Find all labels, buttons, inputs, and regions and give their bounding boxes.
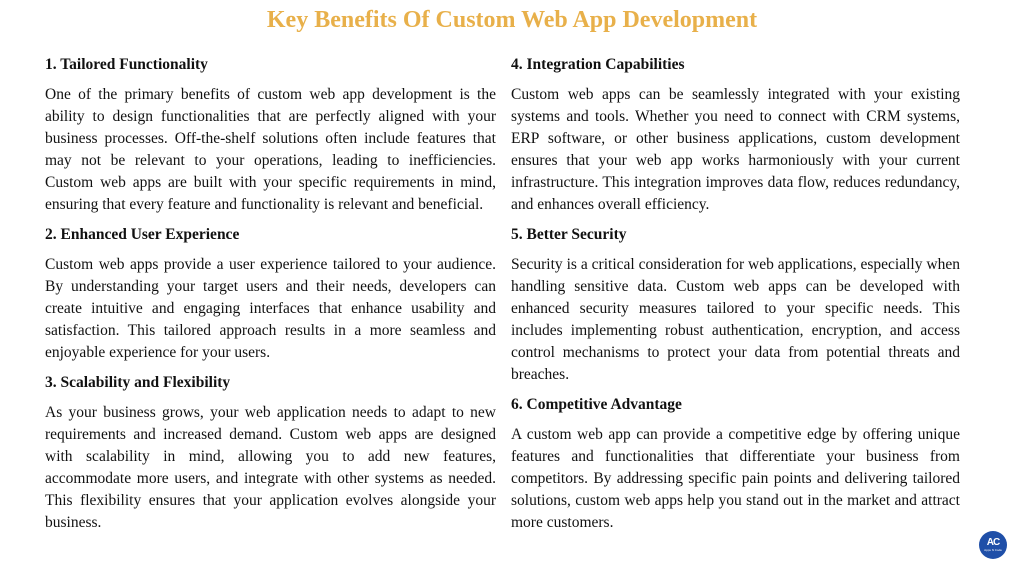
section-body: Custom web apps provide a user experience tailored to your audience. By understanding your target users and their needs, developers can create intuitive and engaging interfaces that enhance usability and satisfaction. This tailored approach results in a more seamless and enjoyable experience for your users. (45, 256, 496, 361)
page-title: Key Benefits Of Custom Web App Development (266, 7, 758, 33)
benefit-section (45, 54, 496, 216)
brand-logo-icon (979, 531, 1007, 559)
logo-tagline: Apps N Code (984, 548, 1002, 552)
section-body: Security is a critical consideration for web applications, especially when handling sensitive data. Custom web apps can be developed with enhanced security measures tailored to your specific needs. This includes implementing robust authentication, encryption, and access control mechanisms to protect your data from potential threats and breaches. (511, 256, 960, 383)
section-body: As your business grows, your web application needs to adapt to new requirements and increased demand. Custom web apps are designed with scalability in mind, allowing you to add new features, accommodate more users, and integrate with other systems as needed. This flexibility ensures that your application evolves alongside your business. (45, 404, 496, 531)
section-body: Custom web apps can be seamlessly integrated with your existing systems and tools. Whether you need to connect with CRM systems, ERP software, or other business applications, custom development ensures that your web app works harmoniously with your current infrastructure. This integration improves data flow, reduces redundancy, and enhances overall efficiency. (511, 86, 960, 213)
section-body: One of the primary benefits of custom web app development is the ability to design functionalities that are perfectly aligned with your business processes. Off-the-shelf solutions often include features that may not be relevant to your operations, leading to inefficiencies. Custom web apps are built with your specific requirements in mind, ensuring that every feature and functionality is relevant and beneficial. (45, 86, 496, 213)
section-heading: 2. Enhanced User Experience (45, 226, 240, 243)
benefit-section (45, 372, 496, 534)
section-heading: 6. Competitive Advantage (511, 396, 682, 413)
benefit-section (511, 224, 960, 386)
logo-mark: AC (986, 537, 1000, 548)
section-heading: 1. Tailored Functionality (45, 56, 208, 73)
benefit-section (45, 224, 496, 364)
section-heading: 3. Scalability and Flexibility (45, 374, 231, 391)
section-body: A custom web app can provide a competitive edge by offering unique features and functionalities that differentiate your business from competitors. By addressing specific pain points and delivering tailored solutions, custom web apps help you stand out in the market and attract more customers. (511, 426, 960, 531)
benefit-section (511, 54, 960, 216)
left-column (45, 54, 496, 542)
benefit-section (511, 394, 960, 534)
right-column (511, 54, 960, 542)
section-heading: 5. Better Security (511, 226, 627, 243)
section-heading: 4. Integration Capabilities (511, 56, 685, 73)
